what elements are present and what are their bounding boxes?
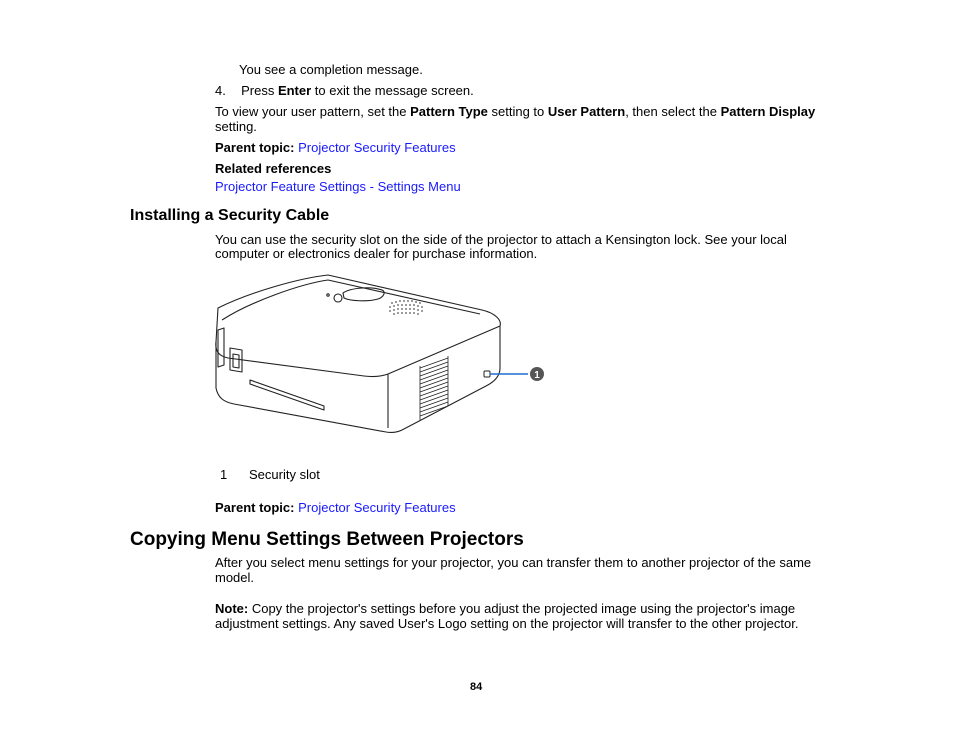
pattern-display-bold: Pattern Display (720, 104, 816, 119)
parent-topic-link[interactable]: Projector Security Features (298, 140, 456, 155)
note-line1 (215, 601, 795, 616)
related-references-label (215, 161, 331, 176)
parent-topic-1 (215, 140, 456, 155)
pattern-type-bold: Pattern Type (410, 104, 488, 119)
related-references-text: Related references (215, 161, 332, 176)
parent-topic-label: Parent topic: (215, 140, 295, 155)
pattern-text-3: , then select the (625, 104, 721, 119)
caption-number: 1 (220, 467, 228, 482)
copying-heading: Copying Menu Settings Between Projectors (130, 529, 524, 550)
caption-text: Security slot (249, 467, 320, 482)
parent-topic-2 (215, 500, 456, 515)
copying-line1: After you select menu settings for your projector, you can transfer them to another projector of the same (215, 555, 812, 570)
security-cable-line1: You can use the security slot on the side of the projector to attach a Kensington lock. See your local (215, 232, 787, 247)
step-result-text: You see a completion message. (239, 62, 423, 77)
related-reference-link[interactable]: Projector Feature Settings - Settings Menu (215, 179, 461, 194)
projector-illustration (210, 270, 550, 440)
page-number: 84 (470, 681, 483, 693)
step-text-pre: Press (241, 83, 278, 98)
security-cable-heading: Installing a Security Cable (130, 207, 330, 224)
step-text-bold: Enter (277, 83, 312, 98)
pattern-paragraph (215, 104, 815, 119)
step-number: 4. (215, 83, 226, 98)
note-line2: adjustment settings. Any saved User's Logo setting on the projector will transfer to the other projector. (215, 616, 799, 631)
parent-topic-label-2: Parent topic: (215, 500, 295, 515)
pattern-text-1: To view your user pattern, set the (215, 104, 411, 119)
step-text-post: to exit the message screen. (311, 83, 474, 98)
callout-number: 1 (534, 370, 540, 381)
pattern-text-2: setting to (487, 104, 548, 119)
pattern-paragraph-line2: setting. (215, 119, 257, 134)
copying-line2: model. (215, 570, 255, 585)
step-4 (215, 83, 474, 98)
note-label: Note: (215, 601, 249, 616)
parent-topic-link-2[interactable]: Projector Security Features (298, 500, 456, 515)
user-pattern-bold: User Pattern (547, 104, 626, 119)
note-text-1: Copy the projector's settings before you adjust the projected image using the projector's image (248, 601, 796, 616)
security-cable-line2: computer or electronics dealer for purchase information. (215, 246, 538, 261)
